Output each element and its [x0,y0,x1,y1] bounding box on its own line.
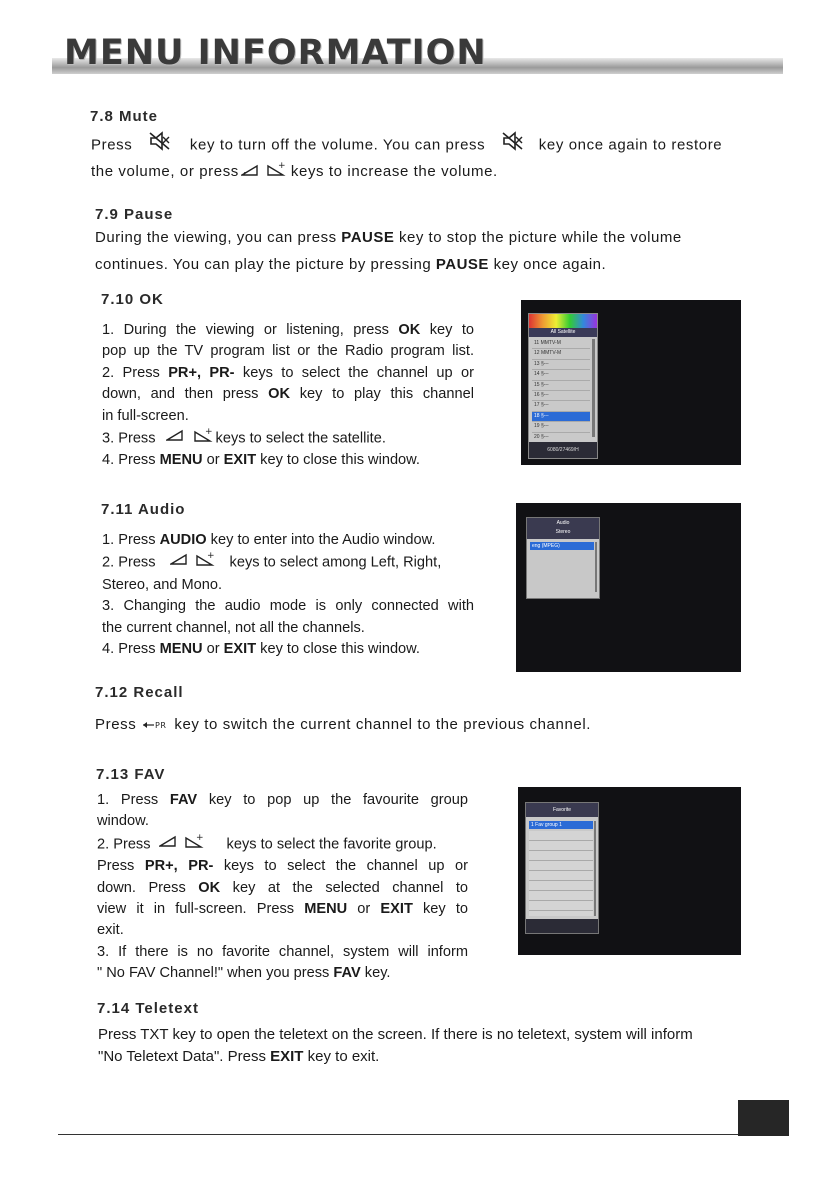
channel-list-title: All Satellite [529,328,597,337]
volume-plus-icon [185,833,205,856]
volume-minus-icon [166,428,184,449]
teletext-text-block [98,1024,693,1068]
volume-plus-icon [196,551,216,574]
recall-pr-icon [142,712,170,739]
heading-recall: 7.12 Recall [95,684,184,701]
svg-text:_: _ [243,164,249,173]
audio-line-1: 1. Press AUDIO key to enter into the Audio window. [102,532,436,548]
audio-screenshot [516,503,741,672]
audio-line-2: 2. Press + keys to select among Left, Right, [102,551,474,574]
ok-line-4: down, and then press OK key to play this channel [102,386,474,403]
channel-list-item: 17 §--- [532,401,590,411]
fav-line-7: exit. [97,922,124,939]
volume-plus-icon [194,427,214,450]
volume-minus-icon [241,159,259,186]
footer-rule [58,1134,789,1135]
mute-speaker-icon [149,131,171,160]
channel-list-panel [528,313,598,459]
favorite-scrollbar [594,821,596,916]
teletext-line-1: Press TXT key to open the teletext on the screen. If there is no teletext, system will inform [98,1026,693,1043]
page-title: MENU INFORMATION [64,33,487,73]
heading-fav: 7.13 FAV [96,766,166,783]
audio-line-4: 3. Changing the audio mode is only connected with [102,598,474,615]
audio-panel-mode: Stereo [555,529,571,535]
fav-line-9: " No FAV Channel!" when you press FAV key. [97,965,391,982]
pause-line-2: continues. You can play the picture by pressing PAUSE key once again. [95,256,607,273]
volume-plus-icon [267,159,287,186]
heading-teletext: 7.14 Teletext [97,1000,199,1017]
channel-list-item: 12 MMTV-M [532,349,590,359]
ok-text-block [102,320,474,472]
mute-line-2: the volume, or press _ + keys to increase the volume. [91,158,498,186]
audio-panel [526,517,600,599]
ok-line-6: 3. Press + keys to select the satellite. [102,427,474,450]
channel-list-item: 15 §--- [532,381,590,391]
audio-panel-header [527,518,599,539]
teletext-line-2: "No Teletext Data". Press EXIT key to exit. [98,1048,380,1065]
audio-line-6: 4. Press MENU or EXIT key to close this window. [102,641,420,658]
ok-line-5: in full-screen. [102,407,189,424]
channel-list-item: 19 §--- [532,422,590,432]
fav-line-4: Press PR+, PR- keys to select the channel up or [97,858,468,875]
svg-text:+: + [277,160,287,171]
svg-text:PR: PR [155,720,167,730]
fav-line-5: down. Press OK key at the selected channel to [97,879,468,896]
channel-list-screenshot [521,300,741,465]
audio-scrollbar [595,542,597,592]
fav-text-block [97,790,468,985]
favorite-empty-rows [529,831,593,916]
channel-list-item: 14 §--- [532,370,590,380]
channel-list-scrollbar [592,339,595,437]
heading-audio: 7.11 Audio [101,501,186,518]
svg-text:+: + [206,551,215,562]
audio-panel-title: Audio [556,520,570,526]
fav-line-6: view it in full-screen. Press MENU or EXIT key to [97,901,468,918]
volume-minus-icon [170,552,188,573]
ok-line-3: 2. Press PR+, PR- keys to select the channel up or [102,364,474,381]
ok-line-1: 1. During the viewing or listening, press OK key to [102,322,474,338]
heading-pause: 7.9 Pause [95,206,174,223]
mute-line-1: Press key to turn off the volume. You can press key once again to restore [91,131,722,160]
heading-mute: 7.8 Mute [90,108,159,125]
favorite-panel-title: Favorite [526,803,598,817]
recall-line-1: Press PR key to switch the current channel to the previous channel. [95,711,591,739]
fav-line-1: 1. Press FAV key to pop up the favourite group [97,792,468,808]
channel-list-item: 20 §--- [532,433,590,443]
fav-line-2: window. [97,813,149,830]
ok-line-7: 4. Press MENU or EXIT key to close this window. [102,452,420,469]
channel-list [532,339,590,443]
channel-list-item: 18 §--- [532,412,590,422]
ok-line-2: pop up the TV program list or the Radio program list. [102,343,474,360]
heading-ok: 7.10 OK [101,291,164,308]
volume-minus-icon [159,834,177,855]
fav-line-3: 2. Press + keys to select the favorite group. [97,833,468,856]
audio-track-item: eng (MPEG) [530,542,594,550]
favorite-panel-footer [526,919,598,933]
favorite-group-item: 1 Fav group 1 [529,821,593,829]
svg-text:+: + [204,427,213,438]
channel-list-title-bar [529,314,597,328]
page-number-box [738,1100,789,1136]
channel-list-item: 13 §--- [532,360,590,370]
fav-line-8: 3. If there is no favorite channel, system will inform [97,943,468,960]
channel-list-footer: 6080/27469/H [529,442,597,458]
favorite-screenshot [518,787,741,955]
audio-line-5: the current channel, not all the channels. [102,619,365,636]
favorite-panel [525,802,599,934]
svg-text:+: + [195,832,204,843]
mute-speaker-icon [502,131,524,160]
channel-list-item: 16 §--- [532,391,590,401]
audio-line-3: Stereo, and Mono. [102,576,223,593]
pause-line-1: During the viewing, you can press PAUSE key to stop the picture while the volume [95,229,682,246]
channel-list-item: 11 MMTV-M [532,339,590,349]
audio-text-block [102,530,474,660]
